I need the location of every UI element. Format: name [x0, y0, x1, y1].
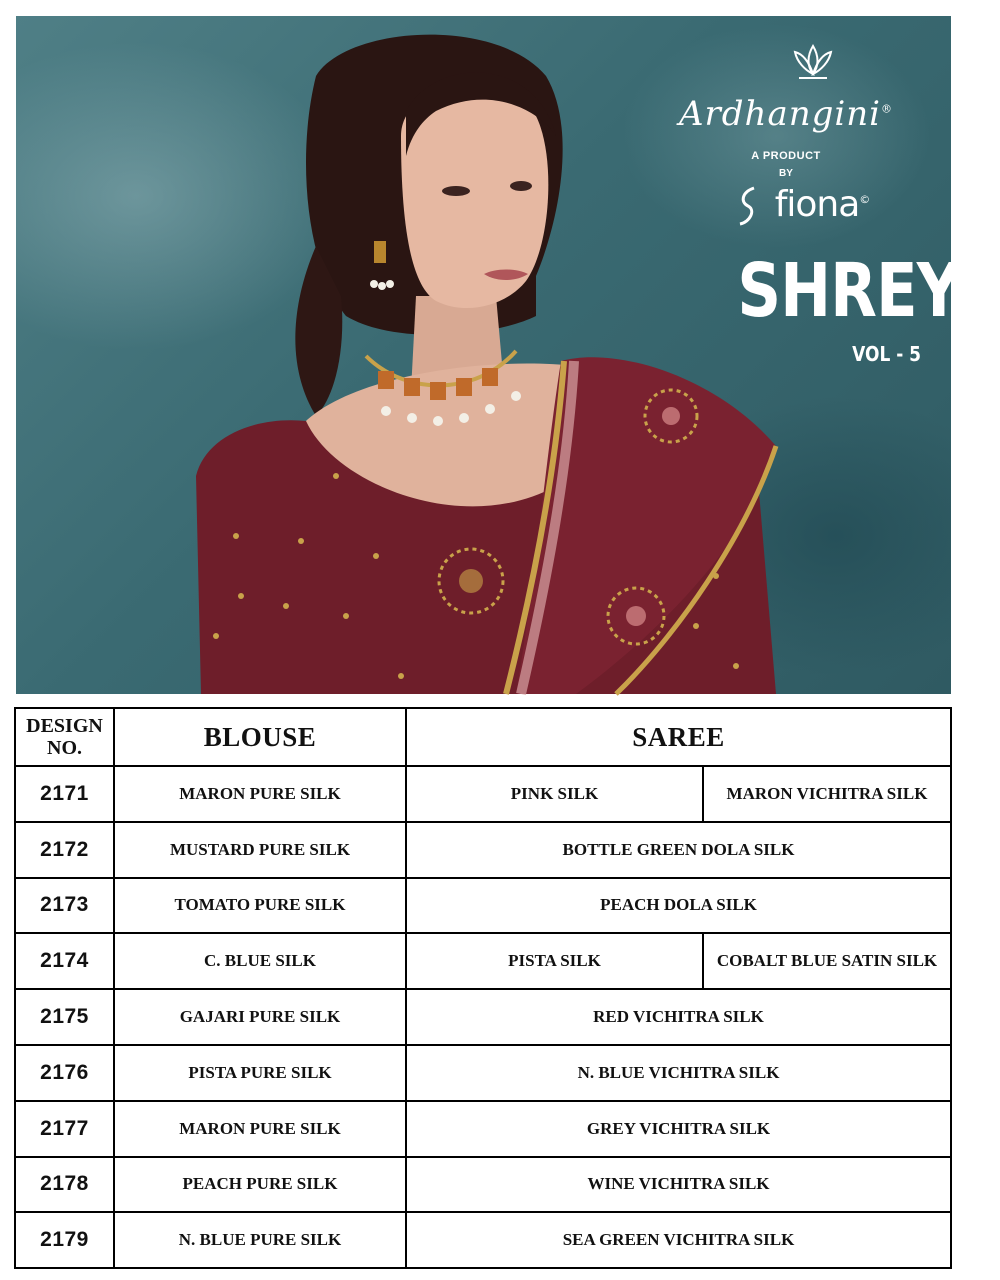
- design-no-cell: 2174: [15, 933, 114, 989]
- blouse-cell: N. BLUE PURE SILK: [114, 1212, 406, 1268]
- saree-cell-alt: COBALT BLUE SATIN SILK: [703, 933, 951, 989]
- brand-name: [656, 94, 916, 134]
- design-no-cell: 2175: [15, 989, 114, 1045]
- table-row: [15, 1212, 951, 1268]
- blouse-cell: PISTA PURE SILK: [114, 1045, 406, 1101]
- maker-name: [752, 184, 892, 225]
- saree-cell: RED VICHITRA SILK: [406, 989, 951, 1045]
- design-no-cell: 2177: [15, 1101, 114, 1157]
- collection-title: SHREYA: [737, 248, 1000, 334]
- header-saree: SAREE: [406, 708, 951, 766]
- table-row: [15, 933, 951, 989]
- design-no-cell: 2179: [15, 1212, 114, 1268]
- blouse-cell: MARON PURE SILK: [114, 766, 406, 822]
- design-no-cell: 2176: [15, 1045, 114, 1101]
- saree-cell: PISTA SILK: [406, 933, 703, 989]
- header-design-line2: NO.: [47, 737, 82, 759]
- table-header-row: [15, 708, 951, 766]
- table-row: [15, 822, 951, 878]
- product-line: A PRODUCT: [751, 150, 821, 162]
- saree-cell: WINE VICHITRA SILK: [406, 1157, 951, 1213]
- design-table: [14, 707, 952, 1269]
- saree-cell: PINK SILK: [406, 766, 703, 822]
- table-row: [15, 766, 951, 822]
- saree-cell: N. BLUE VICHITRA SILK: [406, 1045, 951, 1101]
- blouse-cell: PEACH PURE SILK: [114, 1157, 406, 1213]
- catalog-banner: [16, 16, 1000, 694]
- saree-cell: SEA GREEN VICHITRA SILK: [406, 1212, 951, 1268]
- maker-mark: ©: [859, 193, 870, 206]
- header-blouse: BLOUSE: [114, 708, 406, 766]
- design-no-cell: 2171: [15, 766, 114, 822]
- brand-name-text: Ardhangini: [678, 94, 882, 134]
- saree-cell: BOTTLE GREEN DOLA SILK: [406, 822, 951, 878]
- registered-mark: ®: [881, 102, 894, 116]
- collection-volume: VOL - 5: [852, 342, 921, 366]
- saree-cell-alt: MARON VICHITRA SILK: [703, 766, 951, 822]
- blouse-cell: C. BLUE SILK: [114, 933, 406, 989]
- table-row: [15, 878, 951, 934]
- blouse-cell: MARON PURE SILK: [114, 1101, 406, 1157]
- blouse-cell: GAJARI PURE SILK: [114, 989, 406, 1045]
- design-no-cell: 2172: [15, 822, 114, 878]
- table-row: [15, 1045, 951, 1101]
- table-row: [15, 1157, 951, 1213]
- saree-cell: GREY VICHITRA SILK: [406, 1101, 951, 1157]
- design-no-cell: 2178: [15, 1157, 114, 1213]
- maker-name-text: fiona: [774, 184, 860, 225]
- table-row: [15, 989, 951, 1045]
- saree-cell: PEACH DOLA SILK: [406, 878, 951, 934]
- by-line: BY: [779, 168, 793, 179]
- design-no-cell: 2173: [15, 878, 114, 934]
- lotus-logo-icon: [791, 44, 835, 84]
- header-design-no: [15, 708, 114, 766]
- blouse-cell: TOMATO PURE SILK: [114, 878, 406, 934]
- header-design-line1: DESIGN: [26, 715, 103, 737]
- table-row: [15, 1101, 951, 1157]
- blouse-cell: MUSTARD PURE SILK: [114, 822, 406, 878]
